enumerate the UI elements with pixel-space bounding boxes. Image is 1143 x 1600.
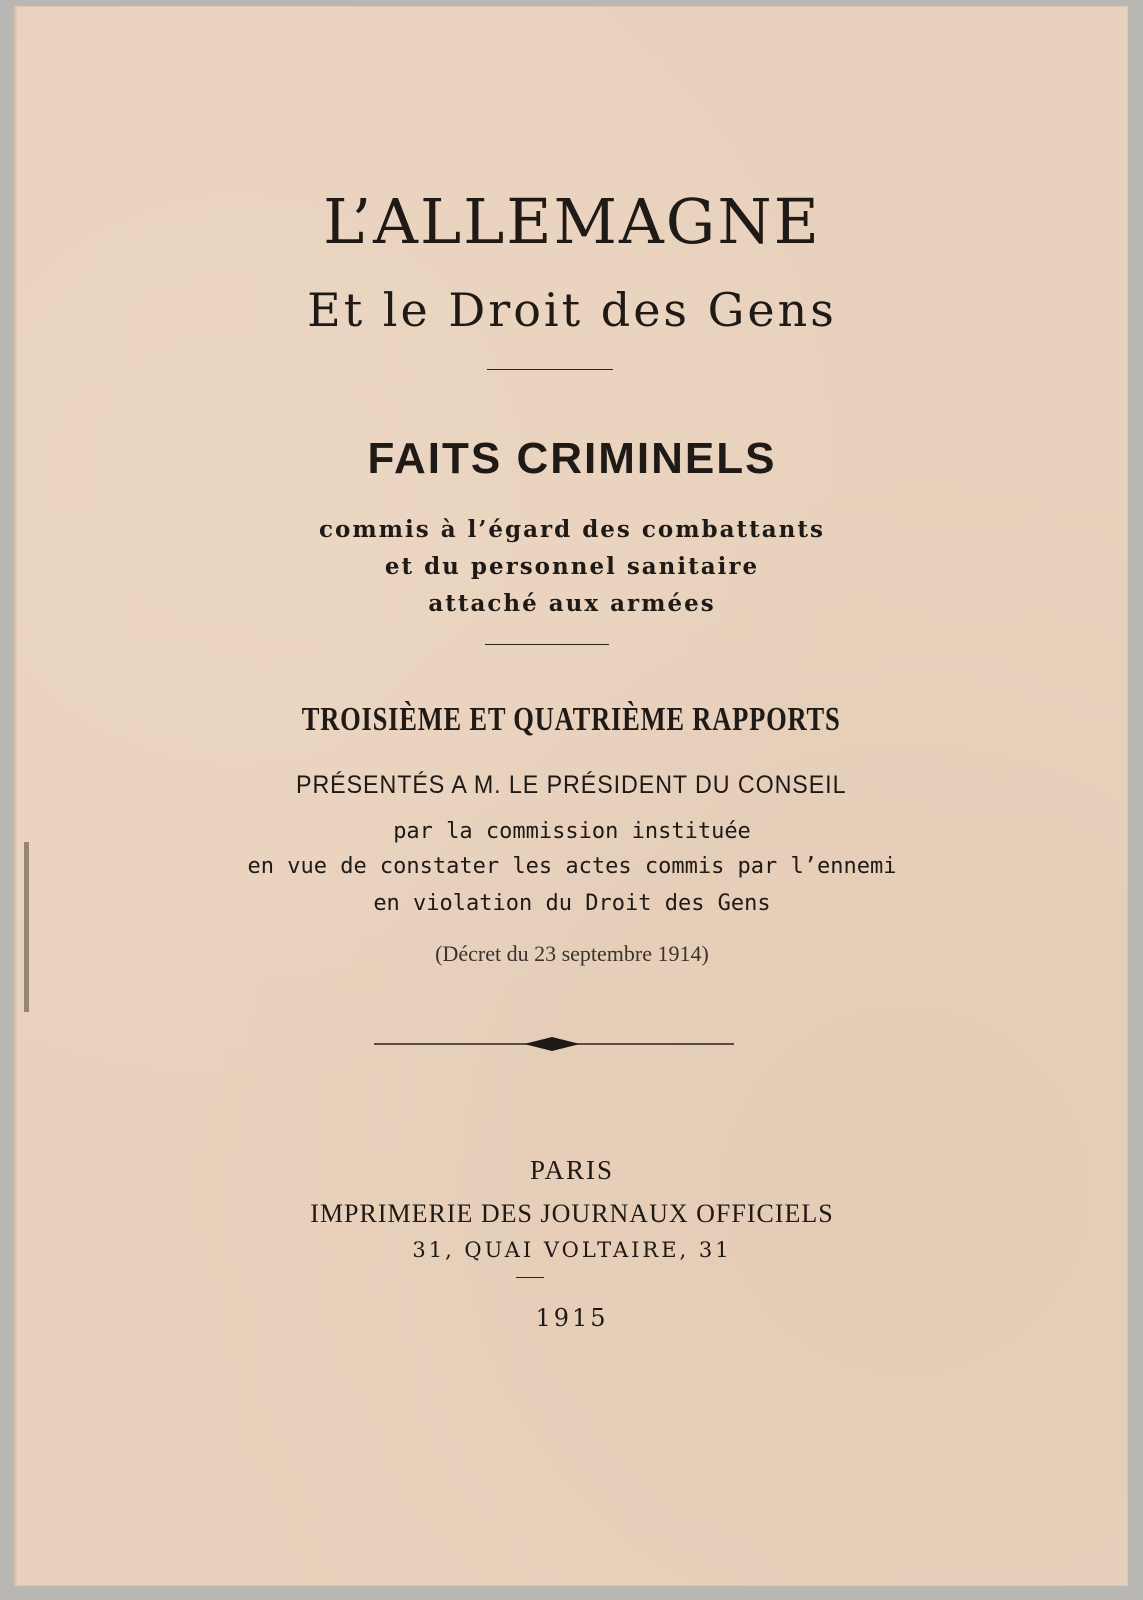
book-cover <box>14 6 1128 1586</box>
commission-line: en vue de constater les actes commis par l’ennemi <box>247 854 897 879</box>
imprint-year: 1915 <box>535 1304 609 1332</box>
imprint-city: PARIS <box>529 1155 615 1185</box>
imprint-printer: IMPRIMERIE DES JOURNAUX OFFICIELS <box>310 1199 834 1228</box>
divider-rule <box>487 369 613 370</box>
commission-line: par la commission instituée <box>393 819 751 844</box>
presented-to-line: PRÉSENTÉS A M. LE PRÉSIDENT DU CONSEIL <box>296 771 847 799</box>
reports-heading: TROISIÈME ET QUATRIÈME RAPPORTS <box>301 701 841 738</box>
cover-title: L’ALLEMAGNE <box>323 185 821 258</box>
ornamental-divider-icon <box>374 1031 734 1057</box>
decree-note: (Décret du 23 septembre 1914) <box>435 941 709 966</box>
description-line: attaché aux armées <box>428 590 716 617</box>
imprint-address: 31, QUAI VOLTAIRE, 31 <box>412 1238 732 1262</box>
short-divider-rule <box>516 1277 544 1278</box>
description-line: et du personnel sanitaire <box>384 553 760 580</box>
commission-line: en violation du Droit des Gens <box>373 891 771 916</box>
description-line: commis à l’égard des combattants <box>319 516 825 543</box>
cover-heading: FAITS CRIMINELS <box>367 434 777 483</box>
cover-subtitle: Et le Droit des Gens <box>307 283 837 337</box>
divider-rule <box>485 644 609 645</box>
